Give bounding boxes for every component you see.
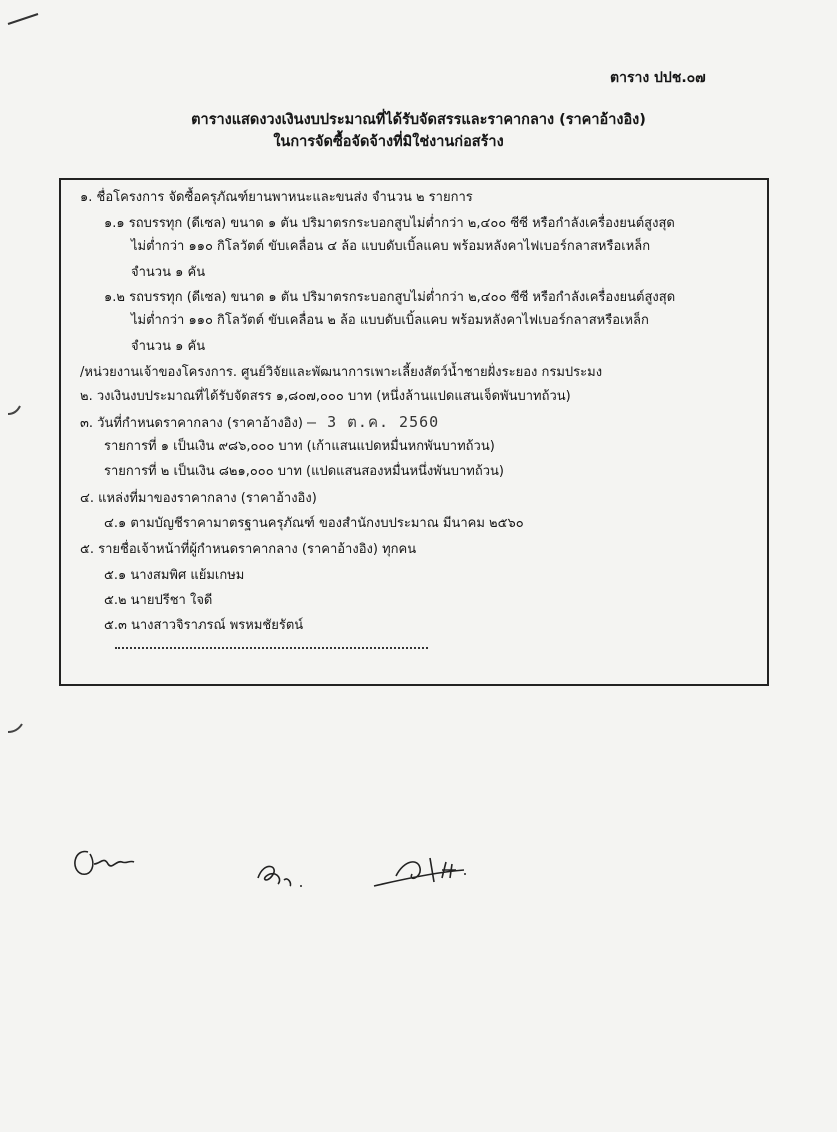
date-stamp: – 3 ต.ค. 2560 (307, 413, 440, 431)
price-source-line: ๔. แหล่งที่มาของราคากลาง (ราคาอ้างอิง) (80, 491, 317, 506)
project-name-line: ๑. ชื่อโครงการ จัดซื้อครุภัณฑ์ยานพาหนะและขนส่ง จำนวน ๒ รายการ (80, 190, 473, 205)
item-1-1-detail: ไม่ต่ำกว่า ๑๑๐ กิโลวัตต์ ขับเคลื่อน ๔ ล้อ แบบดับเบิ้ลแคบ พร้อมหลังคาไฟเบอร์กลาสหรือเหล็ก (131, 239, 651, 254)
official-1: ๕.๑ นางสมพิศ แย้มเกษม (104, 568, 245, 583)
document-subtitle: ในการจัดซื้อจัดจ้างที่มิใช่งานก่อสร้าง (273, 134, 504, 150)
item-2-price: รายการที่ ๒ เป็นเงิน ๘๒๑,๐๐๐ บาท (แปดแสนสองหมื่นหนึ่งพันบาทถ้วน) (104, 464, 504, 479)
budget-line: ๒. วงเงินงบประมาณที่ได้รับจัดสรร ๑,๘๐๗,๐๐๐ บาท (หนึ่งล้านแปดแสนเจ็ดพันบาทถ้วน) (80, 389, 571, 404)
price-source-detail: ๔.๑ ตามบัญชีราคามาตรฐานครุภัณฑ์ ของสำนักงบประมาณ มีนาคม ๒๕๖๐ (104, 516, 524, 531)
document-title: ตารางแสดงวงเงินงบประมาณที่ได้รับจัดสรรและราคากลาง (ราคาอ้างอิง) (191, 112, 646, 128)
signature-2 (250, 856, 320, 890)
agency-line: /หน่วยงานเจ้าของโครงการ. ศูนย์วิจัยและพัฒนาการเพาะเลี้ยงสัตว์น้ำชายฝั่งระยอง กรมประมง (80, 365, 603, 380)
signature-1 (66, 842, 146, 882)
scan-mark-top (4, 8, 44, 28)
item-1-2-quantity: จำนวน ๑ คัน (131, 339, 206, 354)
official-2: ๕.๒ นายปรีชา ใจดี (104, 593, 213, 608)
reference-date-line (80, 410, 439, 434)
signature-3 (368, 852, 488, 892)
reference-date-label: ๓. วันที่กำหนดราคากลาง (ราคาอ้างอิง) (80, 416, 303, 431)
item-1-price: รายการที่ ๑ เป็นเงิน ๙๘๖,๐๐๐ บาท (เก้าแสนแปดหมื่นหกพันบาทถ้วน) (104, 439, 495, 454)
dotted-line (115, 647, 428, 649)
item-1-2-line: ๑.๒ รถบรรทุก (ดีเซล) ขนาด ๑ ตัน ปริมาตรกระบอกสูบไม่ต่ำกว่า ๒,๔๐๐ ซีซี หรือกำลังเครื่องยนต์สูงสุด (104, 290, 676, 305)
item-1-1-line: ๑.๑ รถบรรทุก (ดีเซล) ขนาด ๑ ตัน ปริมาตรกระบอกสูบไม่ต่ำกว่า ๒,๔๐๐ ซีซี หรือกำลังเครื่องยนต์สูงสุด (104, 216, 675, 231)
punch-hole-mark (4, 718, 26, 738)
item-1-2-detail: ไม่ต่ำกว่า ๑๑๐ กิโลวัตต์ ขับเคลื่อน ๒ ล้อ แบบดับเบิ้ลแคบ พร้อมหลังคาไฟเบอร์กลาสหรือเหล็ก (131, 313, 649, 328)
official-3: ๕.๓ นางสาวจิราภรณ์ พรหมชัยรัตน์ (104, 618, 304, 633)
item-1-1-quantity: จำนวน ๑ คัน (131, 265, 206, 280)
document-code: ตาราง ปปช.๐๗ (610, 70, 706, 86)
officials-line: ๕. รายชื่อเจ้าหน้าที่ผู้กำหนดราคากลาง (ราคาอ้างอิง) ทุกคน (80, 542, 417, 557)
punch-hole-mark (4, 400, 24, 420)
